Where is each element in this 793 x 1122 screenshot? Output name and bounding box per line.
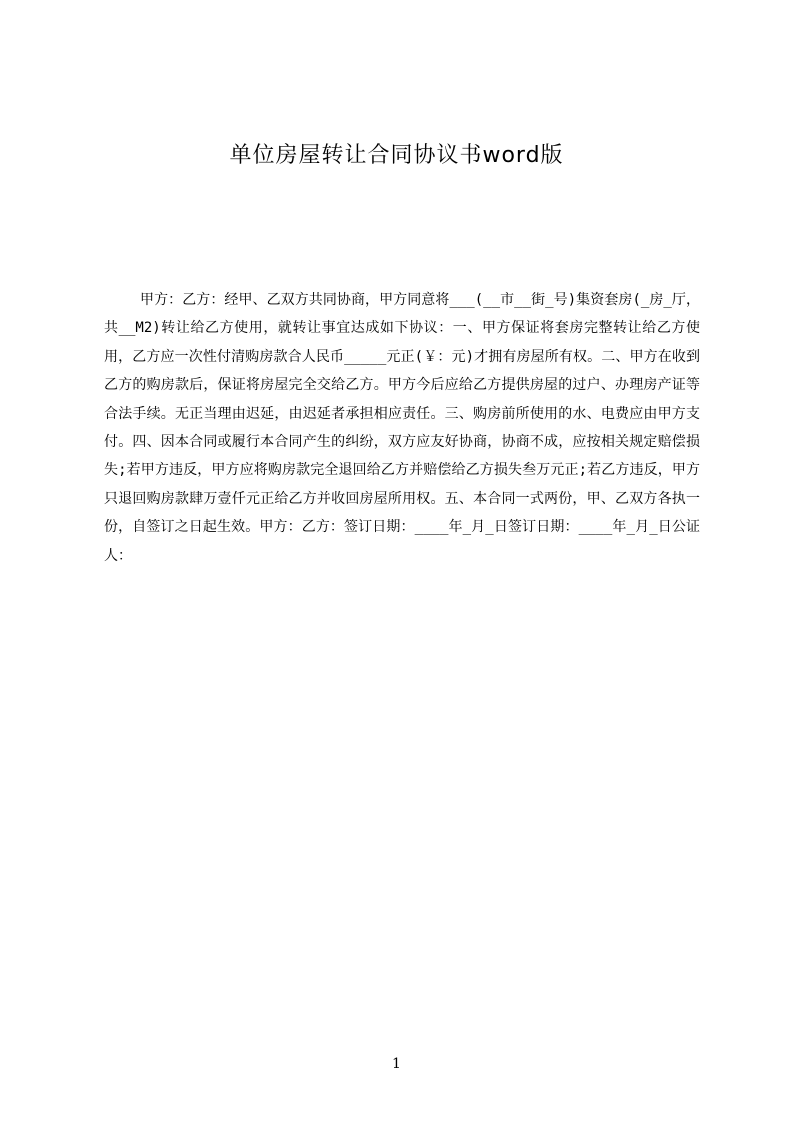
document-title: 单位房屋转让合同协议书word版 xyxy=(229,143,564,168)
page-number: 1 xyxy=(392,1056,401,1072)
contract-body-paragraph: 甲方：乙方：经甲、乙双方共同协商，甲方同意将___(__市__街_号)集资套房(_房_厅，共__M2)转让给乙方使用，就转让事宜达成如下协议：一、甲方保证将套房完整转让给乙方使用，乙方应一次性付清购房款合人民币_____元正(￥：元)才拥有房屋所有权。二、甲方在收到乙方的购房款后，保证将房屋完全交给乙方。甲方今后应给乙方提供房屋的过户、办理房产证等合法手续。无正当理由迟延，由迟延者承担相应责任。三、购房前所使用的水、电费应由甲方支付。四、因本合同或履行本合同产生的纠纷，双方应友好协商，协商不成，应按相关规定赔偿损失;若甲方违反，甲方应将购房款完全退回给乙方并赔偿给乙方损失叁万元正;若乙方违反，甲方只退回购房款肆万壹仟元正给乙方并收回房屋所用权。五、本合同一式两份，甲、乙双方各执一份，自签订之日起生效。甲方：乙方：签订日期：____年_月_日签订日期：____年_月_日公证人： xyxy=(104,292,700,564)
